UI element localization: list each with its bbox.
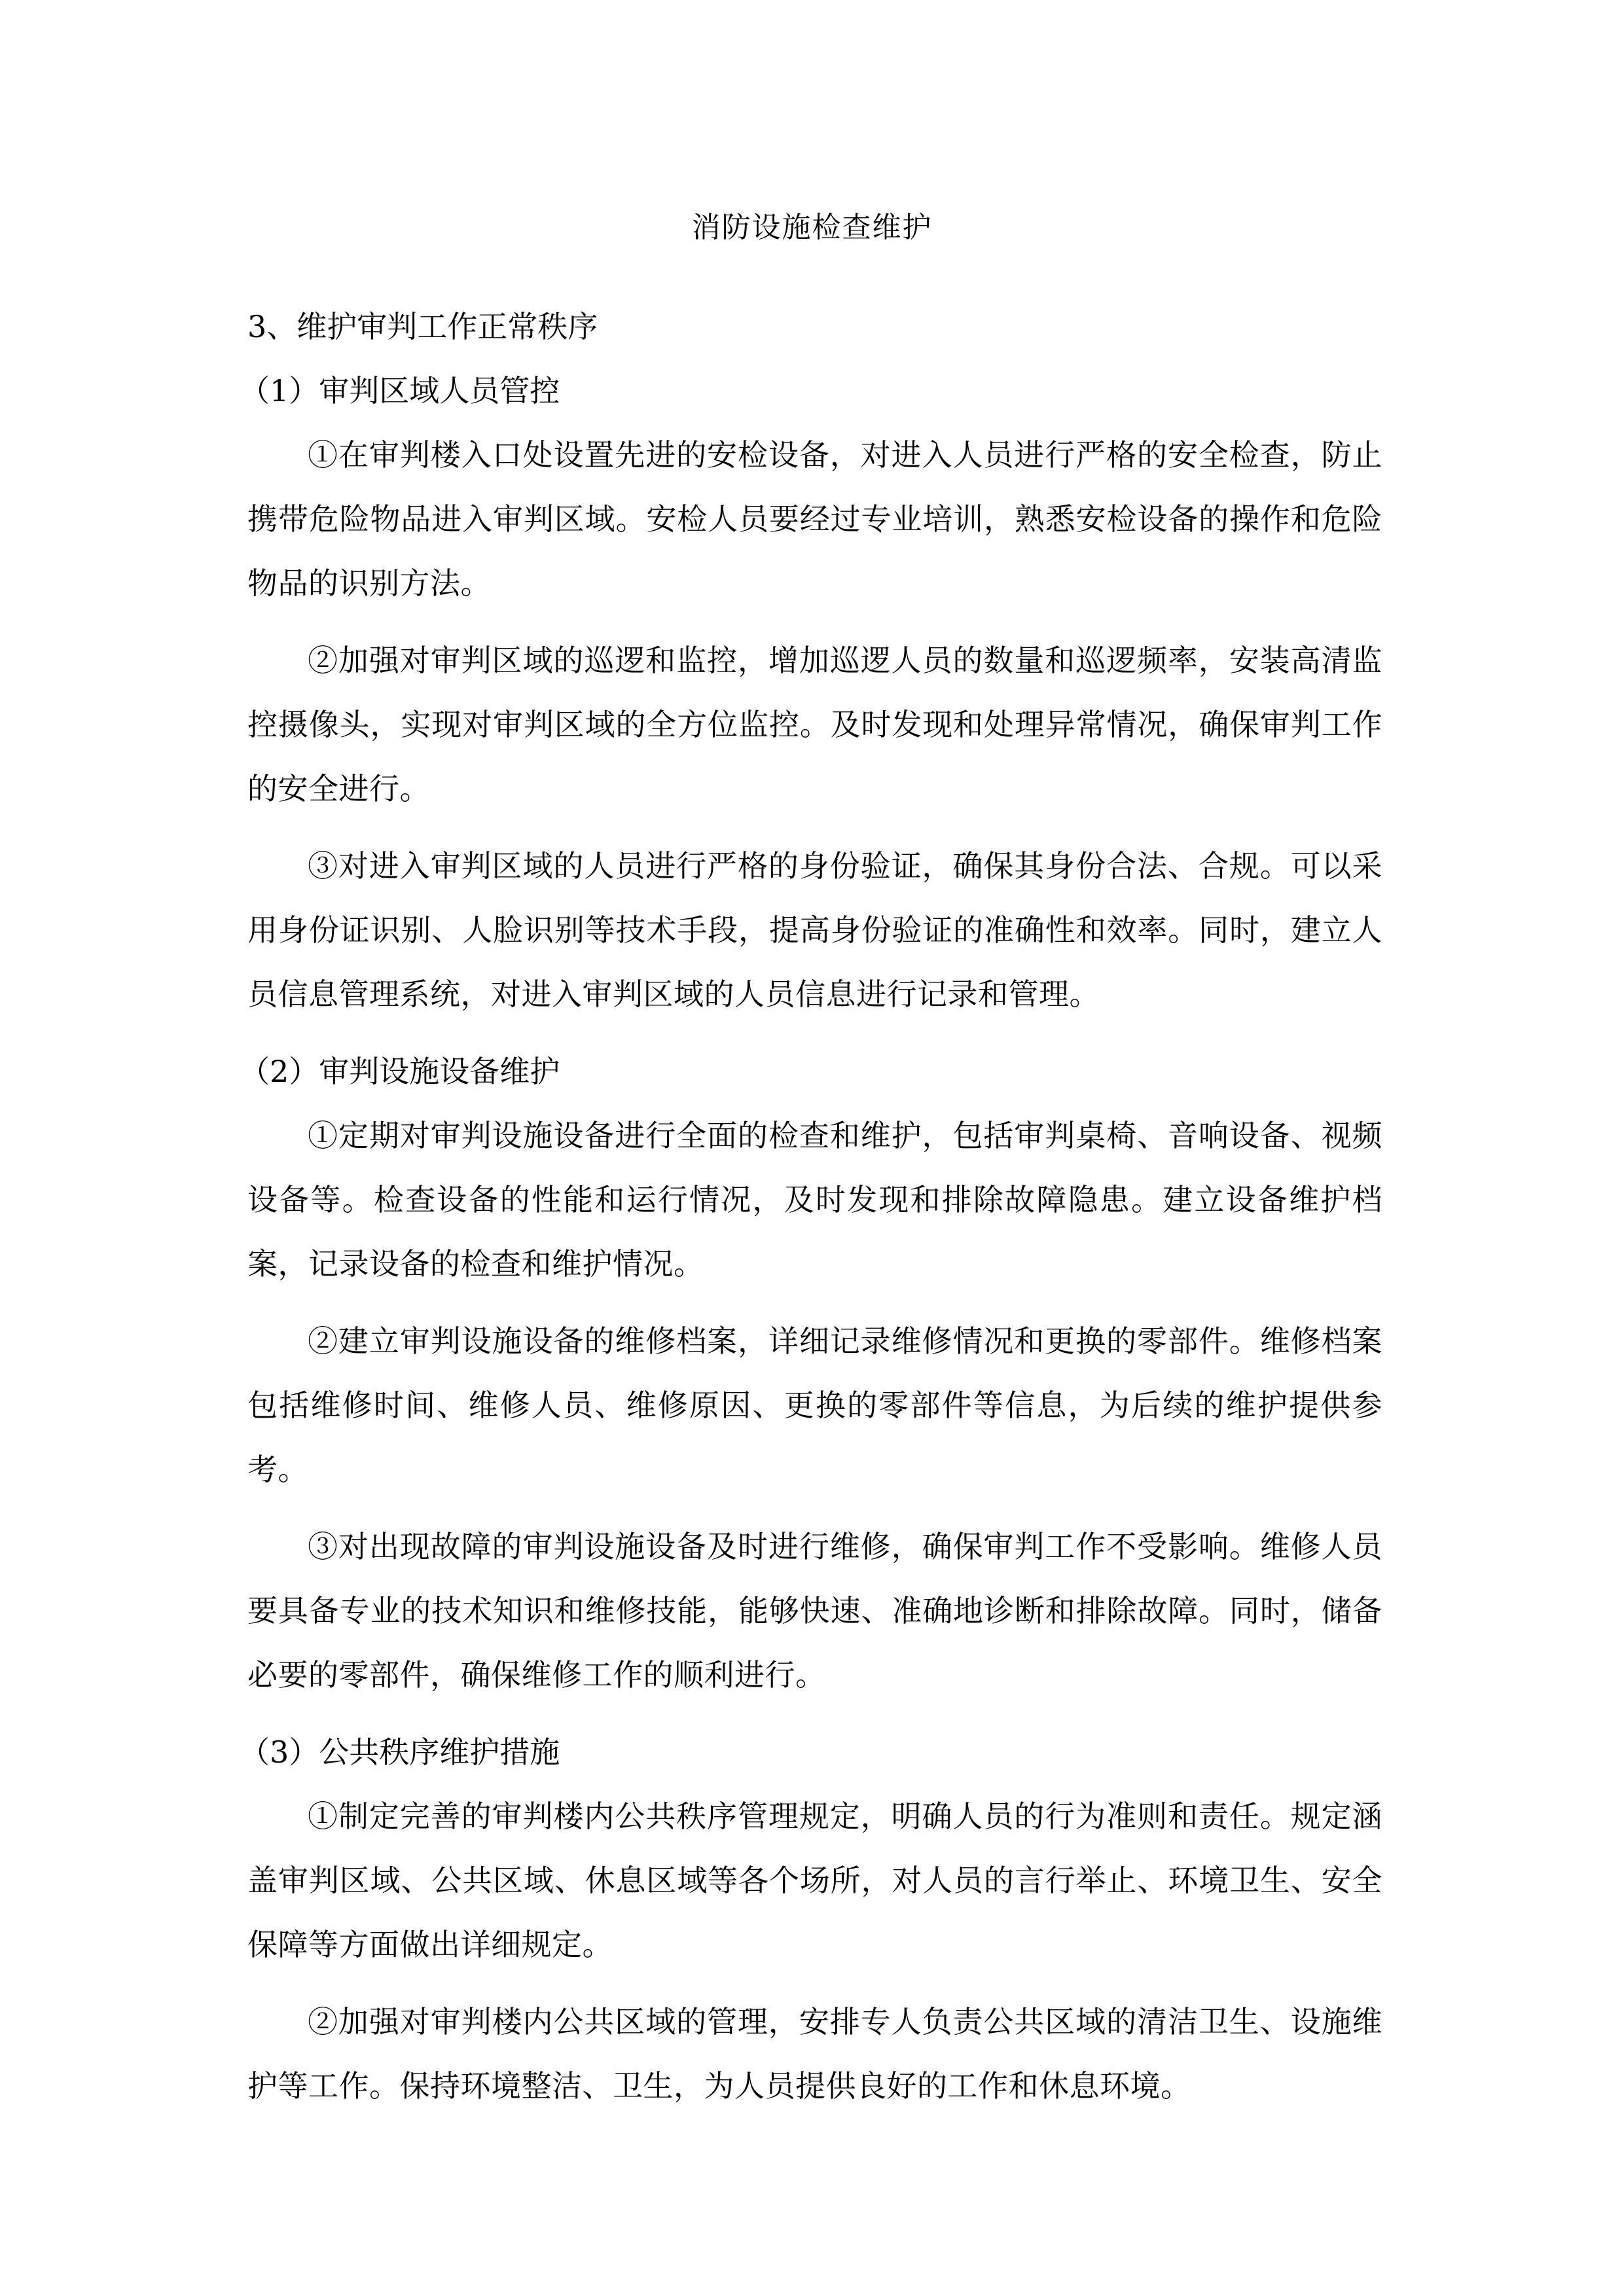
paragraph-1-1: ①在审判楼入口处设置先进的安检设备，对进入人员进行严格的安全检查，防止携带危险物品进入审判区域。安检人员要经过专业培训，熟悉安检设备的操作和危险物品的识别方法。 (247, 437, 1382, 601)
subsection-heading-1: （1）审判区域人员管控 (240, 373, 560, 408)
paragraph-1-2: ②加强对审判区域的巡逻和监控，增加巡逻人员的数量和巡逻频率，安装高清监控摄像头，实现对审判区域的全方位监控。及时发现和处理异常情况，确保审判工作的安全进行。 (247, 643, 1382, 806)
section-heading: 3、维护审判工作正常秩序 (247, 309, 598, 344)
subsection-heading-2: （2）审判设施设备维护 (240, 1054, 560, 1089)
document-body (240, 295, 1382, 2131)
paragraph-2-3: ③对出现故障的审判设施设备及时进行维修，确保审判工作不受影响。维修人员要具备专业的技术知识和维修技能，能够快速、准确地诊断和排除故障。同时，储备必要的零部件，确保维修工作的顺利进行。 (247, 1529, 1382, 1693)
paragraph-2-2: ②建立审判设施设备的维修档案，详细记录维修情况和更换的零部件。维修档案包括维修时间、维修人员、维修原因、更换的零部件等信息，为后续的维护提供参考。 (247, 1323, 1382, 1487)
document-title: 消防设施检查维护 (691, 211, 933, 244)
paragraph-3-2: ②加强对审判楼内公共区域的管理，安排专人负责公共区域的清洁卫生、设施维护等工作。保持环境整洁、卫生，为人员提供良好的工作和休息环境。 (247, 2004, 1382, 2104)
paragraph-2-1: ①定期对审判设施设备进行全面的检查和维护，包括审判桌椅、音响设备、视频设备等。检查设备的性能和运行情况，及时发现和排除故障隐患。建立设备维护档案，记录设备的检查和维护情况。 (247, 1118, 1382, 1282)
paragraph-1-3: ③对进入审判区域的人员进行严格的身份验证，确保其身份合法、合规。可以采用身份证识别、人脸识别等技术手段，提高身份验证的准确性和效率。同时，建立人员信息管理系统，对进入审判区域的人员信息进行记录和管理。 (247, 848, 1382, 1012)
subsection-heading-3: （3）公共秩序维护措施 (240, 1734, 560, 1770)
paragraph-3-1: ①制定完善的审判楼内公共秩序管理规定，明确人员的行为准则和责任。规定涵盖审判区域、公共区域、休息区域等各个场所，对人员的言行举止、环境卫生、安全保障等方面做出详细规定。 (247, 1799, 1382, 1962)
